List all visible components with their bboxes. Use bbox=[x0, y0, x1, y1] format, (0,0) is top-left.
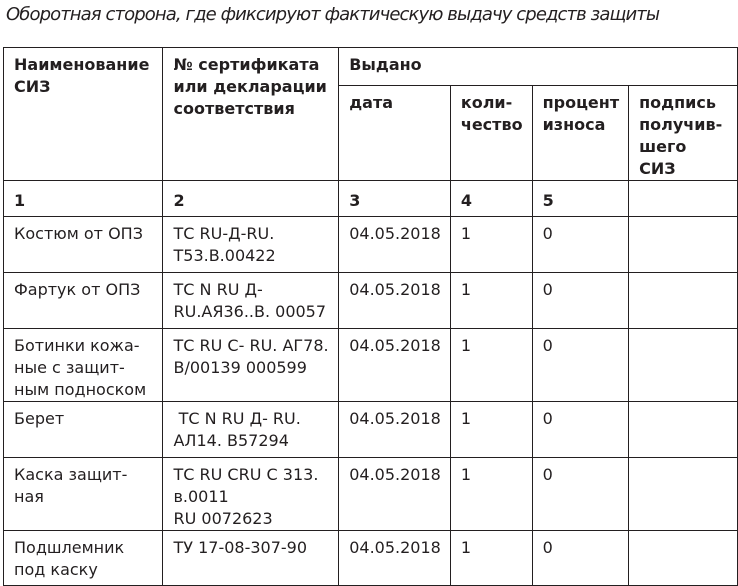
item-name-line: Ботинки кожа- bbox=[14, 336, 140, 355]
item-name bbox=[4, 402, 163, 458]
cert-line: в.0011 bbox=[173, 487, 229, 506]
item-date: 04.05.2018 bbox=[339, 217, 451, 273]
item-quantity: 1 bbox=[450, 273, 532, 329]
cert-line: ТС N RU Д- RU. bbox=[173, 409, 301, 428]
item-certificate bbox=[163, 217, 339, 273]
header-certificate bbox=[163, 48, 339, 181]
item-signature bbox=[629, 531, 738, 586]
header-cert-line: соответствия bbox=[173, 99, 295, 118]
header-wear-line: процент bbox=[542, 93, 620, 112]
item-name-line: Фартук от ОПЗ bbox=[14, 280, 141, 299]
header-name-line: Наименование bbox=[14, 55, 150, 74]
item-quantity: 1 bbox=[450, 402, 532, 458]
item-certificate bbox=[163, 273, 339, 329]
cert-line: Т53.В.00422 bbox=[173, 246, 276, 265]
cert-line: ТС RU-Д-RU. bbox=[173, 224, 275, 243]
item-signature bbox=[629, 217, 738, 273]
item-signature bbox=[629, 273, 738, 329]
item-name bbox=[4, 217, 163, 273]
column-number bbox=[629, 181, 738, 217]
header-qty-line: коли- bbox=[460, 93, 513, 112]
item-name-line: ным подноском bbox=[14, 380, 147, 399]
column-number-row bbox=[4, 181, 738, 217]
item-wear: 0 bbox=[532, 402, 629, 458]
item-certificate bbox=[163, 329, 339, 402]
cert-line: В/00139 000599 bbox=[173, 358, 307, 377]
item-name-line: Костюм от ОПЗ bbox=[14, 224, 143, 243]
header-issued: Выдано bbox=[339, 48, 738, 86]
table-row bbox=[4, 273, 738, 329]
item-date: 04.05.2018 bbox=[339, 531, 451, 586]
header-sign-line: шего СИЗ bbox=[639, 137, 687, 178]
item-signature bbox=[629, 402, 738, 458]
item-date: 04.05.2018 bbox=[339, 273, 451, 329]
item-wear: 0 bbox=[532, 217, 629, 273]
item-date: 04.05.2018 bbox=[339, 329, 451, 402]
item-quantity: 1 bbox=[450, 217, 532, 273]
header-wear bbox=[532, 86, 629, 181]
header-date: дата bbox=[339, 86, 451, 181]
item-wear: 0 bbox=[532, 458, 629, 531]
header-name bbox=[4, 48, 163, 181]
item-signature bbox=[629, 329, 738, 402]
item-name-line: Берет bbox=[14, 409, 65, 428]
item-date: 04.05.2018 bbox=[339, 402, 451, 458]
header-cert-line: или декларации bbox=[173, 77, 327, 96]
header-quantity bbox=[450, 86, 532, 181]
header-name-line: СИЗ bbox=[14, 77, 51, 96]
header-signature bbox=[629, 86, 738, 181]
item-name bbox=[4, 458, 163, 531]
item-certificate bbox=[163, 531, 339, 586]
item-wear: 0 bbox=[532, 329, 629, 402]
cert-line: ТС N RU Д- bbox=[173, 280, 263, 299]
column-number: 4 bbox=[450, 181, 532, 217]
item-quantity: 1 bbox=[450, 329, 532, 402]
table-row bbox=[4, 217, 738, 273]
item-name-line: под каску bbox=[14, 560, 98, 579]
item-date: 04.05.2018 bbox=[339, 458, 451, 531]
header-cert-line: № сертификата bbox=[173, 55, 320, 74]
header-qty-line: чество bbox=[460, 115, 523, 134]
header-sign-line: получив- bbox=[639, 115, 723, 134]
cert-line: RU 0072623 bbox=[173, 509, 273, 528]
header-wear-line: износа bbox=[542, 115, 606, 134]
table-row bbox=[4, 329, 738, 402]
item-name bbox=[4, 329, 163, 402]
item-quantity: 1 bbox=[450, 531, 532, 586]
item-certificate bbox=[163, 458, 339, 531]
column-number: 1 bbox=[4, 181, 163, 217]
item-name-line: Подшлемник bbox=[14, 538, 125, 557]
item-certificate bbox=[163, 402, 339, 458]
item-wear: 0 bbox=[532, 531, 629, 586]
table-row bbox=[4, 402, 738, 458]
table-row bbox=[4, 458, 738, 531]
document-caption: Оборотная сторона, где фиксируют фактическую выдачу средств защиты bbox=[6, 4, 660, 25]
cert-line: RU.АЯ36..В. 00057 bbox=[173, 302, 327, 321]
header-row-main bbox=[4, 48, 738, 86]
item-name bbox=[4, 531, 163, 586]
cert-line: АЛ14. В57294 bbox=[173, 431, 289, 450]
item-name bbox=[4, 273, 163, 329]
item-quantity: 1 bbox=[450, 458, 532, 531]
item-signature bbox=[629, 458, 738, 531]
column-number: 2 bbox=[163, 181, 339, 217]
header-sign-line: подпись bbox=[639, 93, 716, 112]
column-number: 3 bbox=[339, 181, 451, 217]
item-name-line: ные с защит- bbox=[14, 358, 125, 377]
cert-line: ТС RU С- RU. АГ78. bbox=[173, 336, 329, 355]
cert-line: ТС RU CRU С 313. bbox=[173, 465, 319, 484]
table-row bbox=[4, 531, 738, 586]
ppe-issue-table bbox=[3, 47, 738, 586]
cert-line: ТУ 17-08-307-90 bbox=[173, 538, 308, 557]
column-number: 5 bbox=[532, 181, 629, 217]
item-name-line: Каска защит- bbox=[14, 465, 128, 484]
item-name-line: ная bbox=[14, 487, 44, 506]
item-wear: 0 bbox=[532, 273, 629, 329]
